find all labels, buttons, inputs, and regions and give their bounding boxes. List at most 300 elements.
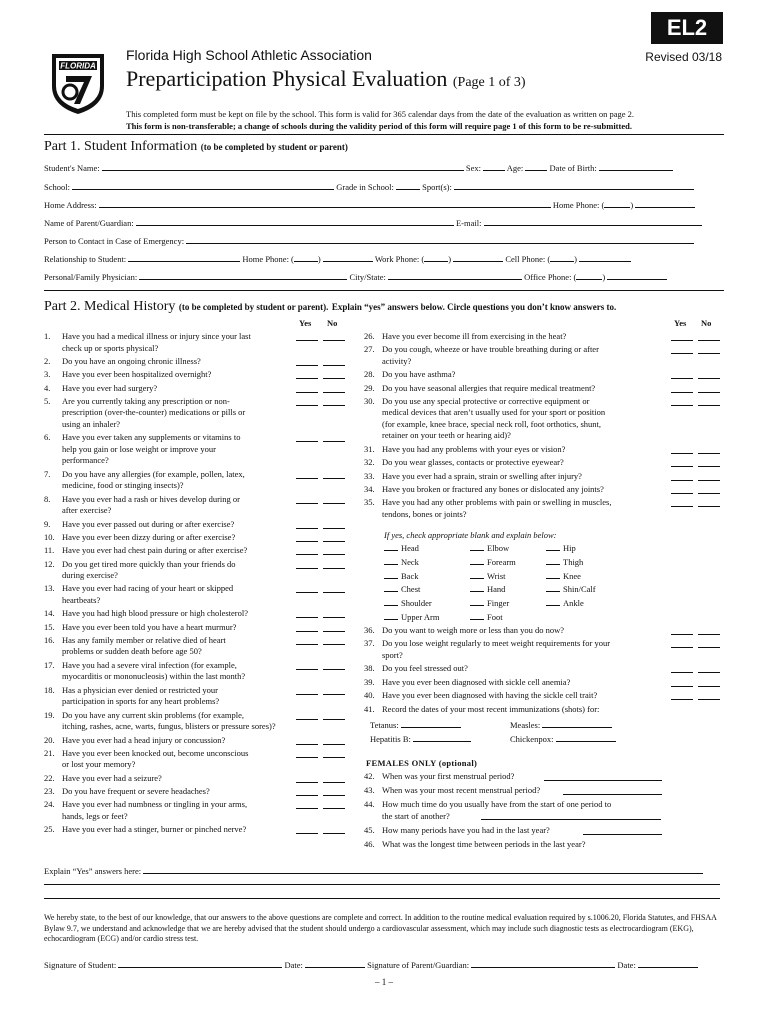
no-answer-blank[interactable] bbox=[323, 528, 345, 529]
question-text bbox=[382, 457, 564, 469]
no-answer-blank[interactable] bbox=[698, 493, 720, 494]
question-text-line: Have you ever been dizzy during or after exercise? bbox=[62, 531, 236, 542]
yes-answer-blank[interactable] bbox=[671, 453, 693, 454]
body-part-checkbox[interactable] bbox=[470, 611, 484, 620]
no-answer-blank[interactable] bbox=[323, 719, 345, 720]
no-answer-blank[interactable] bbox=[323, 365, 345, 366]
part1-heading: Part 1. Student Information (to be completed by student or parent) bbox=[44, 139, 348, 154]
question-text-line: the start of another? bbox=[382, 810, 450, 821]
question-text-line: Have you ever been diagnosed with having the sickle cell trait? bbox=[382, 689, 598, 700]
question-number: 34. bbox=[364, 483, 375, 494]
student-info-row3: Home Address: Home Phone: ( ) bbox=[44, 198, 724, 210]
question-text-line: Has a physician ever denied or restricted your bbox=[62, 684, 219, 695]
age-field[interactable] bbox=[525, 161, 547, 171]
body-part-option[interactable] bbox=[546, 556, 583, 567]
no-answer-blank[interactable] bbox=[323, 782, 345, 783]
question-text bbox=[62, 545, 247, 557]
question-number: 4. bbox=[44, 382, 51, 393]
question-46 bbox=[364, 839, 724, 851]
no-answer-blank[interactable] bbox=[698, 480, 720, 481]
question-number: 18. bbox=[44, 684, 55, 695]
body-part-option[interactable] bbox=[470, 570, 506, 581]
question-text bbox=[382, 484, 604, 496]
yes-answer-blank[interactable] bbox=[671, 480, 693, 481]
question-22 bbox=[44, 773, 314, 785]
question-number: 41. bbox=[364, 704, 375, 714]
question-text-line: check up or sports physical? bbox=[62, 342, 159, 353]
female-answer-field[interactable] bbox=[583, 834, 662, 835]
body-part-checkbox[interactable] bbox=[546, 583, 560, 592]
question-41 bbox=[364, 704, 684, 716]
no-answer-blank[interactable] bbox=[698, 392, 720, 393]
question-number: 13. bbox=[44, 583, 55, 594]
question-text bbox=[62, 748, 248, 771]
question-text bbox=[62, 494, 240, 517]
no-answer-blank[interactable] bbox=[698, 634, 720, 635]
body-part-option[interactable] bbox=[470, 542, 509, 553]
body-part-label: Elbow bbox=[487, 543, 510, 553]
yes-answer-blank[interactable] bbox=[671, 699, 693, 700]
home-phone-area[interactable] bbox=[604, 198, 630, 208]
explain-line[interactable] bbox=[44, 884, 720, 885]
cell-phone-area[interactable] bbox=[550, 252, 574, 262]
question-text-line: Have you ever had chest pain during or after exercise? bbox=[62, 545, 248, 556]
student-info-row2: School: Grade in School: Sport(s): bbox=[44, 180, 724, 192]
parent-name-field[interactable] bbox=[136, 216, 454, 226]
body-part-checkbox[interactable] bbox=[384, 556, 398, 565]
no-answer-blank[interactable] bbox=[323, 592, 345, 593]
yes-answer-blank[interactable] bbox=[296, 554, 318, 555]
body-part-option[interactable] bbox=[384, 570, 418, 581]
question-text bbox=[382, 839, 585, 851]
body-part-label: Wrist bbox=[487, 570, 506, 581]
signature-row: Signature of Student: Date: Signature of Parent/Guardian: Date: bbox=[44, 958, 724, 970]
sports-field[interactable] bbox=[454, 180, 694, 190]
question-text-line: itching, rashes, acne, warts, fungus, blisters or pressure sores)? bbox=[62, 721, 276, 732]
question-text bbox=[62, 608, 248, 620]
parent-signature-field[interactable] bbox=[471, 958, 615, 968]
city-state-field[interactable] bbox=[388, 270, 522, 280]
no-answer-blank[interactable] bbox=[698, 340, 720, 341]
female-answer-field[interactable] bbox=[563, 794, 662, 795]
organization-name: Florida High School Athletic Association bbox=[126, 47, 372, 63]
acknowledgment-statement: We hereby state, to the best of our knowledge, that our answers to the above questions are complete and correct. In addition to the routine medical evaluation required by s.1006.20, Florida Statutes, and FHSAA Bylaw 9.7, we understand and acknowledge that we are hereby advised that the student should undergo a cardiovascular assessment, which may include such diagnostic tests as electrocardiogram (EKG), echocardiogram (ECG) and/or cardio stress test. bbox=[44, 913, 717, 943]
yes-answer-blank[interactable] bbox=[296, 478, 318, 479]
no-answer-blank[interactable] bbox=[323, 669, 345, 670]
body-part-option[interactable] bbox=[546, 597, 584, 608]
student-name-field[interactable] bbox=[102, 161, 464, 171]
female-answer-field[interactable] bbox=[481, 819, 661, 820]
no-answer-blank[interactable] bbox=[323, 405, 345, 406]
yes-answer-blank[interactable] bbox=[296, 365, 318, 366]
school-field[interactable] bbox=[72, 180, 334, 190]
question-text-line: Has any family member or relative died of heart bbox=[62, 634, 226, 645]
yes-answer-blank[interactable] bbox=[296, 378, 318, 379]
no-answer-blank[interactable] bbox=[323, 568, 345, 569]
question-text-line: or lost your memory? bbox=[62, 759, 136, 770]
yes-answer-blank[interactable] bbox=[296, 392, 318, 393]
body-part-checkbox[interactable] bbox=[384, 583, 398, 592]
question-text bbox=[382, 331, 566, 343]
question-1 bbox=[44, 331, 314, 354]
question-number: 30. bbox=[364, 395, 375, 406]
question-text-line: Have you ever had a stinger, burner or pinched nerve? bbox=[62, 824, 247, 835]
question-text bbox=[382, 825, 550, 837]
question-32 bbox=[364, 457, 664, 469]
explain-field[interactable] bbox=[143, 864, 703, 874]
office-phone-field[interactable] bbox=[607, 270, 667, 280]
yes-answer-blank[interactable] bbox=[671, 634, 693, 635]
no-answer-blank[interactable] bbox=[323, 340, 345, 341]
body-part-option[interactable] bbox=[546, 542, 576, 553]
student-info-row7: Personal/Family Physician: City/State: Office Phone: ( ) bbox=[44, 270, 724, 282]
question-21 bbox=[44, 748, 314, 771]
question-text-line: Do you have asthma? bbox=[382, 369, 456, 380]
yes-answer-blank[interactable] bbox=[671, 493, 693, 494]
dob-field[interactable] bbox=[599, 161, 673, 171]
no-answer-blank[interactable] bbox=[323, 808, 345, 809]
body-part-checkbox[interactable] bbox=[546, 542, 560, 551]
no-answer-blank[interactable] bbox=[323, 833, 345, 834]
page-number: – 1 – bbox=[375, 977, 393, 987]
body-part-option[interactable] bbox=[470, 597, 509, 608]
no-answer-blank[interactable] bbox=[323, 441, 345, 442]
yes-answer-blank[interactable] bbox=[296, 541, 318, 542]
no-answer-blank[interactable] bbox=[698, 453, 720, 454]
no-answer-blank[interactable] bbox=[698, 647, 720, 648]
question-text bbox=[382, 704, 599, 716]
body-part-checkbox[interactable] bbox=[470, 570, 484, 579]
chickenpox-date-field[interactable] bbox=[556, 732, 616, 742]
no-answer-blank[interactable] bbox=[698, 378, 720, 379]
student-info-row5: Person to Contact in Case of Emergency: bbox=[44, 234, 724, 246]
yes-answer-blank[interactable] bbox=[296, 592, 318, 593]
question-29 bbox=[364, 383, 664, 395]
yes-answer-blank[interactable] bbox=[671, 340, 693, 341]
question-number: 32. bbox=[364, 457, 375, 468]
body-part-checkbox[interactable] bbox=[470, 583, 484, 592]
body-part-checkbox[interactable] bbox=[546, 570, 560, 579]
question-text-line: Have you ever had racing of your heart or skipped bbox=[62, 583, 234, 594]
question-38 bbox=[364, 663, 664, 675]
office-phone-area[interactable] bbox=[576, 270, 602, 280]
question-text-line: Have you ever had a seizure? bbox=[62, 772, 162, 783]
yes-answer-blank[interactable] bbox=[296, 644, 318, 645]
body-part-checkbox[interactable] bbox=[546, 556, 560, 565]
question-text-line: Have you had any problems with your eyes or vision? bbox=[382, 443, 566, 454]
yes-column-header: Yes bbox=[299, 318, 312, 328]
question-2 bbox=[44, 356, 314, 368]
no-answer-blank[interactable] bbox=[323, 631, 345, 632]
home-phone2-field[interactable] bbox=[323, 252, 373, 262]
question-37 bbox=[364, 638, 664, 661]
hepatitis-row: Hepatitis B: bbox=[370, 732, 471, 744]
question-number: 10. bbox=[44, 531, 55, 542]
body-part-checkbox[interactable] bbox=[384, 611, 398, 620]
no-answer-blank[interactable] bbox=[323, 617, 345, 618]
question-text-line: How much time do you usually have from the start of one period to bbox=[382, 799, 612, 809]
yes-answer-blank[interactable] bbox=[296, 441, 318, 442]
body-part-option[interactable] bbox=[470, 611, 503, 622]
yes-answer-blank[interactable] bbox=[296, 808, 318, 809]
body-part-option[interactable] bbox=[470, 556, 516, 567]
yes-answer-blank[interactable] bbox=[671, 647, 693, 648]
question-text-line: Have you had any other problems with pain or swelling in muscles, bbox=[382, 497, 612, 508]
question-text-line: using an inhaler? bbox=[62, 418, 121, 429]
no-answer-blank[interactable] bbox=[698, 353, 720, 354]
question-number: 29. bbox=[364, 382, 375, 393]
explain-row: Explain “Yes” answers here: bbox=[44, 864, 724, 876]
question-text-line: Have you had a medical illness or injury since your last bbox=[62, 331, 251, 341]
question-number: 17. bbox=[44, 659, 55, 670]
yes-answer-blank[interactable] bbox=[296, 669, 318, 670]
question-text-line: after exercise? bbox=[62, 505, 112, 516]
home-address-field[interactable] bbox=[99, 198, 551, 208]
question-5 bbox=[44, 396, 314, 431]
question-4 bbox=[44, 383, 314, 395]
question-text bbox=[382, 690, 597, 702]
question-number: 12. bbox=[44, 558, 55, 569]
validity-notice: This completed form must be kept on file by the school. This form is valid for 365 calendar days from the date of the evaluation as written on page 2. This form is non-transferable; a change of schools during the validity period of this form will require page 1 of this form to be re-submitted. bbox=[126, 109, 635, 131]
question-number: 38. bbox=[364, 663, 375, 674]
no-answer-blank[interactable] bbox=[323, 503, 345, 504]
question-text bbox=[382, 383, 595, 395]
yes-answer-blank[interactable] bbox=[296, 503, 318, 504]
question-text-line: Do you want to weigh more or less than you do now? bbox=[382, 625, 565, 635]
yes-answer-blank[interactable] bbox=[671, 392, 693, 393]
question-text-line: help you gain or lose weight or improve your bbox=[62, 443, 216, 454]
question-number: 45. bbox=[364, 825, 375, 835]
tetanus-row: Tetanus: bbox=[370, 718, 461, 730]
yes-answer-blank[interactable] bbox=[296, 528, 318, 529]
home-phone2-area[interactable] bbox=[294, 252, 318, 262]
body-part-option[interactable] bbox=[384, 583, 420, 594]
question-text-line: sport? bbox=[382, 649, 403, 660]
body-part-option[interactable] bbox=[384, 611, 439, 622]
question-text-line: Have you had high blood pressure or high cholesterol? bbox=[62, 608, 249, 619]
yes-answer-blank[interactable] bbox=[671, 405, 693, 406]
measles-row: Measles: bbox=[510, 718, 612, 730]
yes-answer-blank[interactable] bbox=[671, 686, 693, 687]
body-part-option[interactable] bbox=[546, 570, 581, 581]
body-part-option[interactable] bbox=[384, 597, 432, 608]
physician-field[interactable] bbox=[139, 270, 347, 280]
question-text bbox=[62, 583, 233, 606]
part2-heading: Part 2. Medical History (to be completed by student or parent). Explain “yes” answers below. Circle questions you don’t know answers to. bbox=[44, 299, 617, 314]
body-part-option[interactable] bbox=[384, 542, 419, 553]
cell-phone-field[interactable] bbox=[579, 252, 631, 262]
body-part-label: Back bbox=[401, 570, 419, 581]
body-part-label: Neck bbox=[401, 556, 419, 567]
question-number: 9. bbox=[44, 518, 51, 529]
question-10 bbox=[44, 532, 314, 544]
body-part-checkbox[interactable] bbox=[470, 556, 484, 565]
question-number: 1. bbox=[44, 331, 51, 341]
question-text bbox=[62, 735, 225, 747]
question-text-line: heartbeats? bbox=[62, 594, 101, 605]
question-text bbox=[62, 685, 219, 708]
question-number: 24. bbox=[44, 799, 55, 810]
question-text-line: problems or sudden death before age 50? bbox=[62, 646, 202, 657]
question-text-line: (for example, knee brace, special neck roll, foot orthotics, shunt, bbox=[382, 418, 602, 429]
no-answer-blank[interactable] bbox=[698, 466, 720, 467]
page-title: Preparticipation Physical Evaluation (Page 1 of 3) bbox=[126, 66, 526, 91]
chickenpox-row: Chickenpox: bbox=[510, 732, 616, 744]
question-text-line: tendons, bones or joints? bbox=[382, 508, 467, 519]
work-phone-field[interactable] bbox=[453, 252, 503, 262]
question-number: 16. bbox=[44, 634, 55, 645]
question-text-line: When was your first menstrual period? bbox=[382, 771, 515, 781]
question-text-line: Do you wear glasses, contacts or protective eyewear? bbox=[382, 457, 564, 468]
question-8 bbox=[44, 494, 314, 517]
no-answer-blank[interactable] bbox=[323, 378, 345, 379]
no-answer-blank[interactable] bbox=[698, 699, 720, 700]
work-phone-area[interactable] bbox=[424, 252, 448, 262]
emergency-contact-field[interactable] bbox=[186, 234, 694, 244]
tetanus-date-field[interactable] bbox=[401, 718, 461, 728]
question-text bbox=[62, 469, 245, 492]
females-only-heading: FEMALES ONLY (optional) bbox=[366, 758, 478, 768]
body-part-option[interactable] bbox=[546, 583, 596, 594]
body-part-checkbox[interactable] bbox=[470, 542, 484, 551]
question-text-line: retainer on your teeth or hearing aid)? bbox=[382, 430, 511, 441]
body-part-label: Thigh bbox=[563, 556, 584, 567]
body-part-label: Upper Arm bbox=[401, 612, 440, 622]
student-signature-field[interactable] bbox=[118, 958, 282, 968]
question-35 bbox=[364, 497, 664, 520]
question-text bbox=[382, 396, 605, 442]
yes-answer-blank[interactable] bbox=[671, 506, 693, 507]
question-number: 46. bbox=[364, 839, 375, 849]
yes-answer-blank[interactable] bbox=[296, 719, 318, 720]
body-part-checkbox[interactable] bbox=[384, 570, 398, 579]
measles-date-field[interactable] bbox=[542, 718, 612, 728]
question-text-line: Have you ever been diagnosed with sickle cell anemia? bbox=[382, 676, 571, 687]
question-text-line: participation in sports for any heart problems? bbox=[62, 696, 220, 707]
yes-answer-blank[interactable] bbox=[296, 757, 318, 758]
question-text-line: performance? bbox=[62, 455, 109, 466]
question-30 bbox=[364, 396, 664, 442]
yes-answer-blank[interactable] bbox=[296, 782, 318, 783]
question-text bbox=[382, 444, 565, 456]
question-text-line: Have you ever had a rash or hives develop during or bbox=[62, 493, 240, 504]
question-number: 21. bbox=[44, 747, 55, 758]
question-text-line: during exercise? bbox=[62, 570, 118, 580]
question-text-line: Record the dates of your most recent immunizations (shots) for: bbox=[382, 704, 600, 714]
no-answer-blank[interactable] bbox=[323, 744, 345, 745]
body-part-label: Ankle bbox=[563, 598, 584, 609]
grade-field[interactable] bbox=[396, 180, 420, 190]
yes-answer-blank[interactable] bbox=[296, 617, 318, 618]
question-number: 2. bbox=[44, 355, 51, 366]
yes-answer-blank[interactable] bbox=[296, 631, 318, 632]
yes-answer-blank[interactable] bbox=[296, 340, 318, 341]
question-text bbox=[62, 773, 162, 785]
question-text bbox=[382, 471, 582, 483]
no-answer-blank[interactable] bbox=[323, 694, 345, 695]
no-answer-blank[interactable] bbox=[698, 686, 720, 687]
question-text-line: Do you feel stressed out? bbox=[382, 663, 468, 674]
question-text bbox=[62, 356, 201, 368]
female-answer-field[interactable] bbox=[544, 780, 662, 781]
no-answer-blank[interactable] bbox=[323, 757, 345, 758]
question-text-line: Do you use any special protective or corrective equipment or bbox=[382, 395, 590, 406]
student-info-row4: Name of Parent/Guardian: E-mail: bbox=[44, 216, 724, 228]
body-part-option[interactable] bbox=[470, 583, 505, 594]
question-text bbox=[62, 622, 236, 634]
body-part-label: Shin/Calf bbox=[563, 584, 596, 595]
yes-answer-blank[interactable] bbox=[296, 405, 318, 406]
question-text-line: Have you ever become ill from exercising in the heat? bbox=[382, 331, 567, 341]
parent-date-field[interactable] bbox=[638, 958, 698, 968]
question-text bbox=[382, 771, 514, 783]
question-number: 14. bbox=[44, 608, 55, 619]
question-18 bbox=[44, 685, 314, 708]
yes-answer-blank[interactable] bbox=[296, 744, 318, 745]
yes-answer-blank[interactable] bbox=[671, 466, 693, 467]
question-number: 20. bbox=[44, 734, 55, 745]
body-part-checkbox[interactable] bbox=[384, 542, 398, 551]
body-part-label: Head bbox=[401, 543, 419, 553]
no-answer-blank[interactable] bbox=[698, 506, 720, 507]
question-23 bbox=[44, 786, 314, 798]
no-answer-blank[interactable] bbox=[323, 392, 345, 393]
question-15 bbox=[44, 622, 314, 634]
no-answer-blank[interactable] bbox=[323, 478, 345, 479]
yes-answer-blank[interactable] bbox=[296, 795, 318, 796]
explain-line[interactable] bbox=[44, 898, 720, 899]
question-text-line: Have you ever been hospitalized overnight? bbox=[62, 369, 212, 380]
question-number: 23. bbox=[44, 786, 55, 796]
yes-answer-blank[interactable] bbox=[671, 353, 693, 354]
question-text bbox=[62, 432, 240, 467]
question-text-line: Have you broken or fractured any bones or dislocated any joints? bbox=[382, 483, 604, 494]
question-25 bbox=[44, 824, 314, 836]
hepatitis-date-field[interactable] bbox=[413, 732, 471, 742]
yes-answer-blank[interactable] bbox=[671, 378, 693, 379]
no-answer-blank[interactable] bbox=[323, 644, 345, 645]
question-text-line: Have you ever had a head injury or concussion? bbox=[62, 734, 226, 745]
yes-answer-blank[interactable] bbox=[296, 833, 318, 834]
no-answer-blank[interactable] bbox=[323, 541, 345, 542]
no-answer-blank[interactable] bbox=[323, 795, 345, 796]
yes-answer-blank[interactable] bbox=[296, 568, 318, 569]
home-phone-field[interactable] bbox=[635, 198, 695, 208]
question-text-line: Do you have frequent or severe headaches? bbox=[62, 786, 210, 796]
body-part-option[interactable] bbox=[384, 556, 419, 567]
no-answer-blank[interactable] bbox=[698, 672, 720, 673]
relationship-field[interactable] bbox=[128, 252, 240, 262]
no-answer-blank[interactable] bbox=[323, 554, 345, 555]
question-9 bbox=[44, 519, 314, 531]
email-field[interactable] bbox=[484, 216, 702, 226]
body-part-checkbox[interactable] bbox=[470, 597, 484, 606]
question-text bbox=[62, 824, 246, 836]
question-text bbox=[62, 635, 226, 658]
body-part-checkbox[interactable] bbox=[384, 597, 398, 606]
question-text-line: Have you ever been knocked out, become unconscious bbox=[62, 747, 249, 758]
body-part-checkbox[interactable] bbox=[546, 597, 560, 606]
no-answer-blank[interactable] bbox=[698, 405, 720, 406]
yes-answer-blank[interactable] bbox=[671, 672, 693, 673]
question-45 bbox=[364, 825, 724, 837]
yes-answer-blank[interactable] bbox=[296, 694, 318, 695]
question-text-line: Do you have an ongoing chronic illness? bbox=[62, 355, 201, 366]
question-text-line: medical devices that aren’t usually used for your sport or position bbox=[382, 407, 606, 418]
sex-field[interactable] bbox=[483, 161, 505, 171]
question-17 bbox=[44, 660, 314, 683]
student-date-field[interactable] bbox=[305, 958, 365, 968]
